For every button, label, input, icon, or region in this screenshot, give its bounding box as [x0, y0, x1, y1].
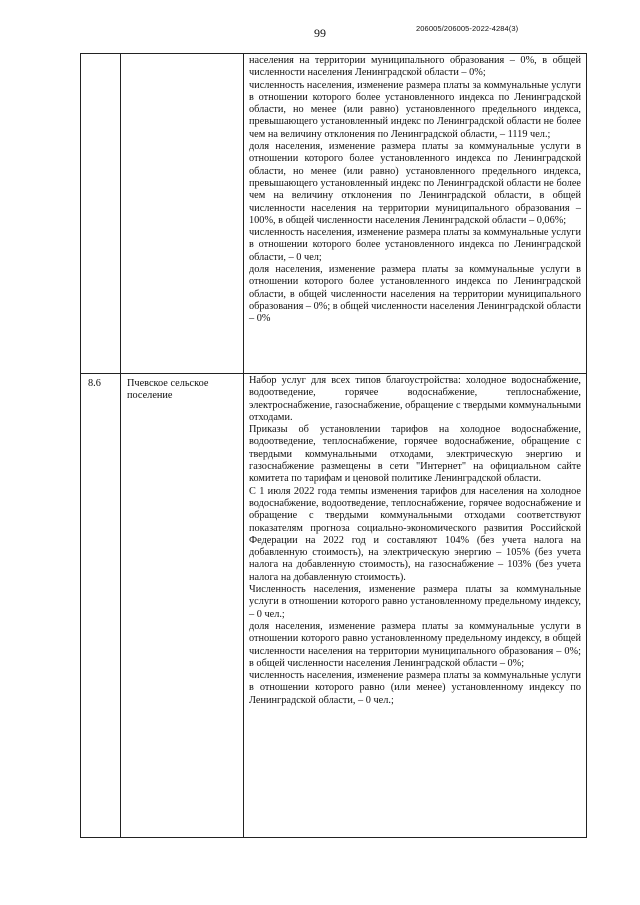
paragraph: численность населения, изменение размера платы за коммунальные услуги в отношении которого более установленного индекса по Ленинградской области, но менее (или равно) установленного предельного индекса, превышающего установленный индекс по Ленинградской области не более чем на величину отклонения по Ленинградской области, – 1119 чел.;: [249, 79, 581, 140]
paragraph: Приказы об установлении тарифов на холодное водоснабжение, водоотведение, теплоснабжение, горячее водоснабжение, обращение с твердыми коммунальными отходами, электрическую энергию и газоснабжение размещены в сети "Интернет" на официальном сайте комитета по тарифам и ценовой политике Ленинградской области.: [249, 424, 581, 485]
document-id: 206005/206005-2022-4284(3): [416, 24, 519, 33]
row-number: 8.6: [81, 374, 121, 837]
paragraph: доля населения, изменение размера платы за коммунальные услуги в отношении которого более установленного индекса по Ленинградской области, но менее (или равно) установленного предельного индекса, превышающего установленный индекс по Ленинградской области не более чем на величину отклонения по Ленинградской области, в общей численности населения на территории муниципального образования – 100%, в общей численности населения Ленинградской области – 0,06%;: [249, 141, 581, 226]
paragraph: населения на территории муниципального образования – 0%, в общей численности населения Ленинградской области – 0%;: [249, 55, 581, 79]
data-table: [80, 53, 587, 838]
paragraph: доля населения, изменение размера платы за коммунальные услуги в отношении которого более установленного индекса по Ленинградской области, в общей численности населения на территории муниципального образования – 0%; в общей численности населения Ленинградской области – 0%: [249, 264, 582, 325]
row-description: [244, 374, 587, 837]
page-number: 99: [314, 26, 326, 40]
settlement-name: [121, 54, 244, 373]
table-row: [81, 54, 587, 374]
paragraph: численность населения, изменение размера платы за коммунальные услуги в отношении которого равно (или менее) установленному индексу по Ленинградской области, – 0 чел.;: [249, 670, 581, 706]
paragraph: Численность населения, изменение размера платы за коммунальные услуги в отношении которого равно установленному предельному индексу, – 0 чел.;: [249, 584, 581, 620]
table-row: [81, 374, 587, 838]
paragraph: Набор услуг для всех типов благоустройства: холодное водоснабжение, водоотведение, горячее водоснабжение, теплоснабжение, электроснабжение, газоснабжение, обращение с твердыми коммунальными отходами.: [249, 375, 581, 423]
row-description: [244, 54, 587, 373]
paragraph: доля населения, изменение размера платы за коммунальные услуги в отношении которого равно установленному предельному индексу, в общей численности населения на территории муниципального образования – 0%; в общей численности населения Ленинградской области – 0%;: [249, 620, 581, 669]
settlement-name: Пчевское сельское поселение: [121, 374, 244, 837]
row-number: [81, 54, 121, 373]
paragraph: С 1 июля 2022 года темпы изменения тарифов для населения на холодное водоснабжение, водоотведение, теплоснабжение, горячее водоснабжение и обращение с твердыми коммунальными отходами соответствуют показателям прогноза социально-экономического развития Российской Федерации на 2022 год и составляют 104% (без учета налога на добавленную стоимость), на электрическую энергию – 105% (без учета налога на добавленную стоимость), на газоснабжение – 103% (без учета налога на добавленную стоимость).: [249, 485, 581, 583]
paragraph: численность населения, изменение размера платы за коммунальные услуги в отношении которого более установленного индекса по Ленинградской области, – 0 чел;: [249, 227, 581, 263]
